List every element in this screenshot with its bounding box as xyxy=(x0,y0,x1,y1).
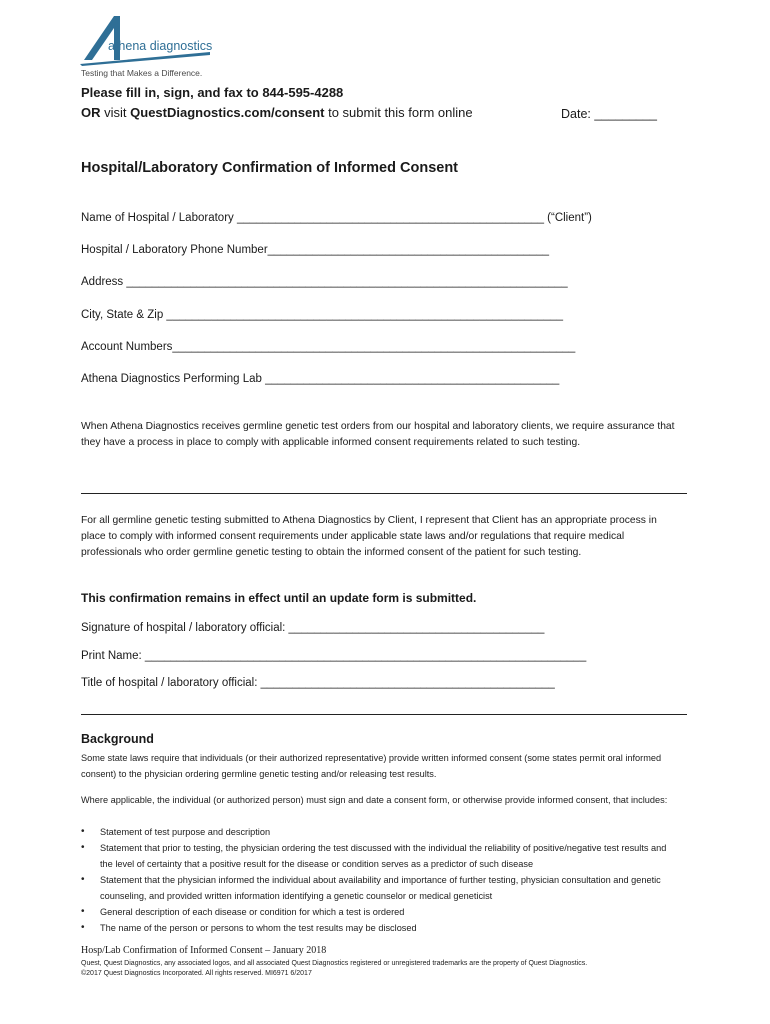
fax-instruction: Please fill in, sign, and fax to 844-595-4288 xyxy=(81,85,344,100)
list-item: • General description of each disease or condition for which a test is ordered xyxy=(81,904,681,920)
account-numbers-field[interactable]: Account Numbers_______________________________________________________________ xyxy=(81,341,576,353)
list-item: • Statement of test purpose and description xyxy=(81,824,681,840)
hospital-name-field[interactable]: Name of Hospital / Laboratory ________________________________________________ (“Client”) xyxy=(81,212,592,224)
form-version-footer: Hosp/Lab Confirmation of Informed Consent – January 2018 xyxy=(81,945,327,956)
athena-diagnostics-logo xyxy=(80,14,220,66)
signature-field[interactable]: Signature of hospital / laboratory official: ________________________________________ xyxy=(81,622,545,634)
consent-requirements-list xyxy=(81,824,681,936)
list-item: • The name of the person or persons to whom the test results may be disclosed xyxy=(81,920,681,936)
address-field[interactable]: Address _____________________________________________________________________ xyxy=(81,276,568,288)
list-item: • Statement that prior to testing, the physician ordering the test discussed with the individual the reliability of positive/negative test results and the level of certainty that a positive result for the disease or condition serves as a predictor of such disease xyxy=(81,840,681,872)
form-title: Hospital/Laboratory Confirmation of Informed Consent xyxy=(81,160,459,176)
background-paragraph-1: Some state laws require that individuals (or their authorized representative) provide written informed consent (some states permit oral informed consent) to the physician ordering germline genetic testing and/or releasing test results. xyxy=(81,753,662,779)
official-title-field[interactable]: Title of hospital / laboratory official: ______________________________________________ xyxy=(81,677,555,689)
list-item: • Statement that the physician informed the individual about availability and importance of further testing, physician consultation and genetic counseling, and provided written information identifying a genetic counselor or medical geneticist xyxy=(81,872,681,904)
visit-label: visit xyxy=(104,105,127,120)
consent-site-link[interactable]: QuestDiagnostics.com/consent xyxy=(130,105,325,120)
intro-paragraph: When Athena Diagnostics receives germline genetic test orders from our hospital and laboratory clients, we require assurance that they have a process in place to comply with applicable informed consent requirements related to such testing. xyxy=(81,421,675,448)
print-name-field[interactable]: Print Name: _____________________________________________________________________ xyxy=(81,650,587,662)
divider xyxy=(81,493,687,494)
online-instruction xyxy=(81,105,473,120)
background-heading: Background xyxy=(81,732,154,746)
date-field[interactable]: Date: _________ xyxy=(561,107,657,121)
background-paragraph-2: Where applicable, the individual (or authorized person) must sign and date a consent form, or otherwise provide informed consent, that includes: xyxy=(81,795,668,805)
city-state-zip-field[interactable]: City, State & Zip ______________________________________________________________ xyxy=(81,309,563,321)
logo-triangle-icon xyxy=(84,16,120,60)
representation-paragraph: For all germline genetic testing submitted to Athena Diagnostics by Client, I represent that Client has an appropriate process in place to comply with informed consent requirements under applicable state laws and/or regulations that require medical professionals who order germline genetic testing to obtain the informed consent of the patient for such testing. xyxy=(81,515,657,558)
logo-wordmark: athena diagnostics xyxy=(108,39,213,53)
or-label: OR xyxy=(81,105,101,120)
phone-number-field[interactable]: Hospital / Laboratory Phone Number____________________________________________ xyxy=(81,244,550,256)
confirmation-note: This confirmation remains in effect until an update form is submitted. xyxy=(81,591,477,605)
brand-tagline: Testing that Makes a Difference. xyxy=(81,68,203,78)
legal-footer: Quest, Quest Diagnostics, any associated logos, and all associated Quest Diagnostics registered or unregistered trademarks are the property of Quest Diagnostics. ©2017 Quest Diagnostics Incorporated. All rights reserved. MI6971 6/2017 xyxy=(81,960,588,977)
visit-suffix: to submit this form online xyxy=(328,105,473,120)
performing-lab-field[interactable]: Athena Diagnostics Performing Lab ______________________________________________ xyxy=(81,373,560,385)
divider xyxy=(81,714,687,715)
